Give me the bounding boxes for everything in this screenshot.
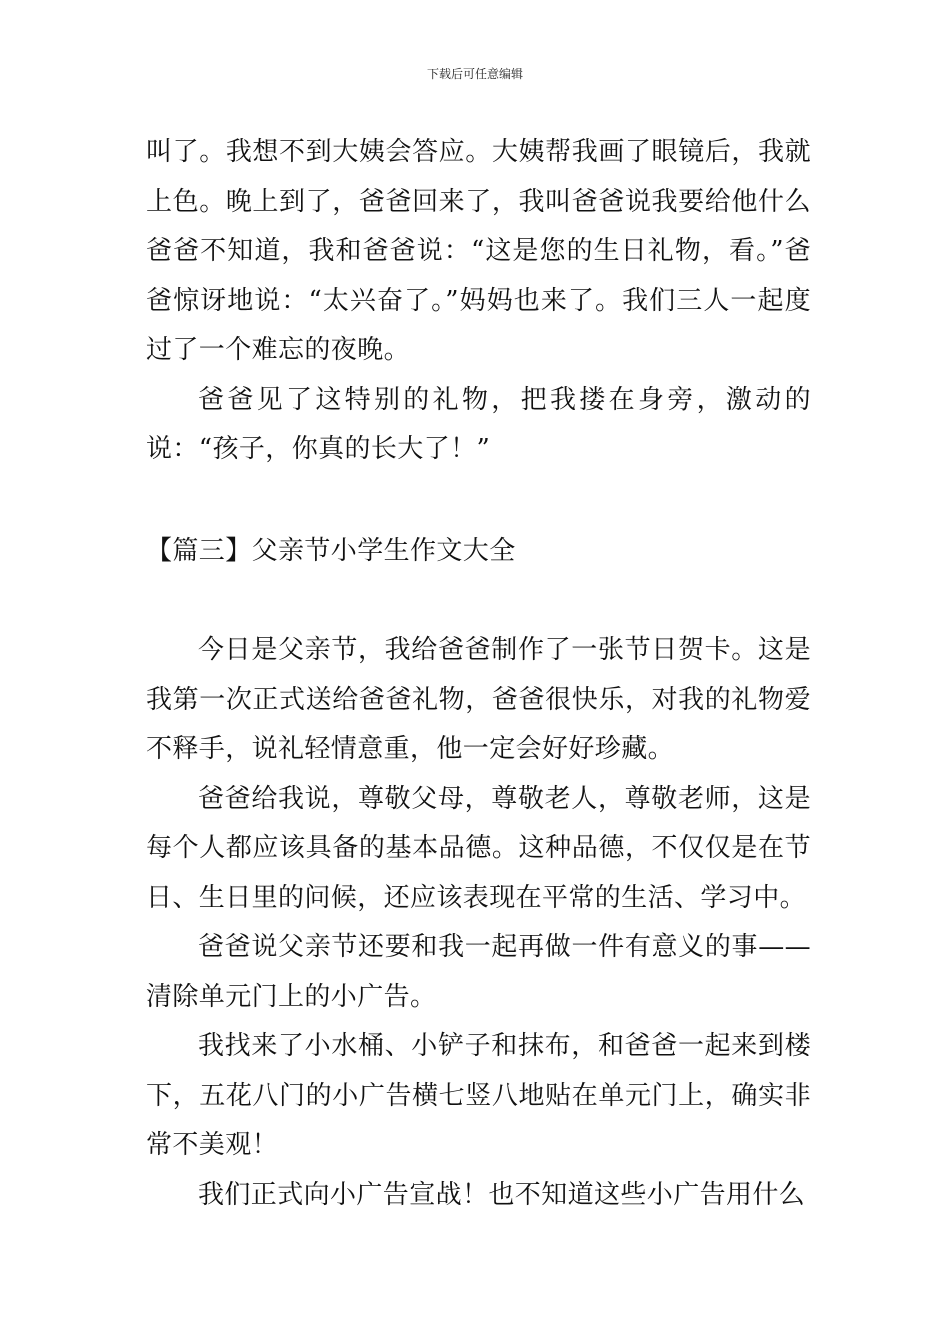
paragraph: 我们正式向小广告宣战！也不知道这些小广告用什么 bbox=[198, 1179, 806, 1210]
paragraph: 叫了。我想不到大姨会答应。大姨帮我画了眼镜后，我就上色。晚上到了，爸爸回来了，我叫爸爸说我要给他什么爸爸不知道，我和爸爸说：“这是您的生日礼物，看。”爸爸惊讶地说：“太兴奋了。”妈妈也来了。我们三人一起度过了一个难忘的夜晚。 bbox=[146, 137, 811, 365]
paragraph: 爸爸给我说，尊敬父母，尊敬老人，尊敬老师，这是每个人都应该具备的基本品德。这种品德，不仅仅是在节日、生日里的问候，还应该表现在平常的生活、学习中。 bbox=[146, 783, 811, 913]
paragraph: 爸爸说父亲节还要和我一起再做一件有意义的事——清除单元门上的小广告。 bbox=[146, 932, 811, 1012]
spacer bbox=[146, 475, 811, 527]
section-title: 【篇三】父亲节小学生作文大全 bbox=[146, 535, 516, 566]
document-body bbox=[146, 128, 811, 1220]
spacer bbox=[146, 576, 811, 626]
paragraph: 我找来了小水桶、小铲子和抹布，和爸爸一起来到楼下，五花八门的小广告横七竖八地贴在单元门上，确实非常不美观！ bbox=[146, 1031, 811, 1160]
paragraph: 爸爸见了这特别的礼物，把我搂在身旁，激动的说：“孩子，你真的长大了！” bbox=[146, 384, 811, 464]
paragraph: 今日是父亲节，我给爸爸制作了一张节日贺卡。这是我第一次正式送给爸爸礼物，爸爸很快乐，对我的礼物爱不释手，说礼轻情意重，他一定会好好珍藏。 bbox=[146, 635, 811, 764]
page-header: 下载后可任意编辑 bbox=[426, 67, 523, 81]
